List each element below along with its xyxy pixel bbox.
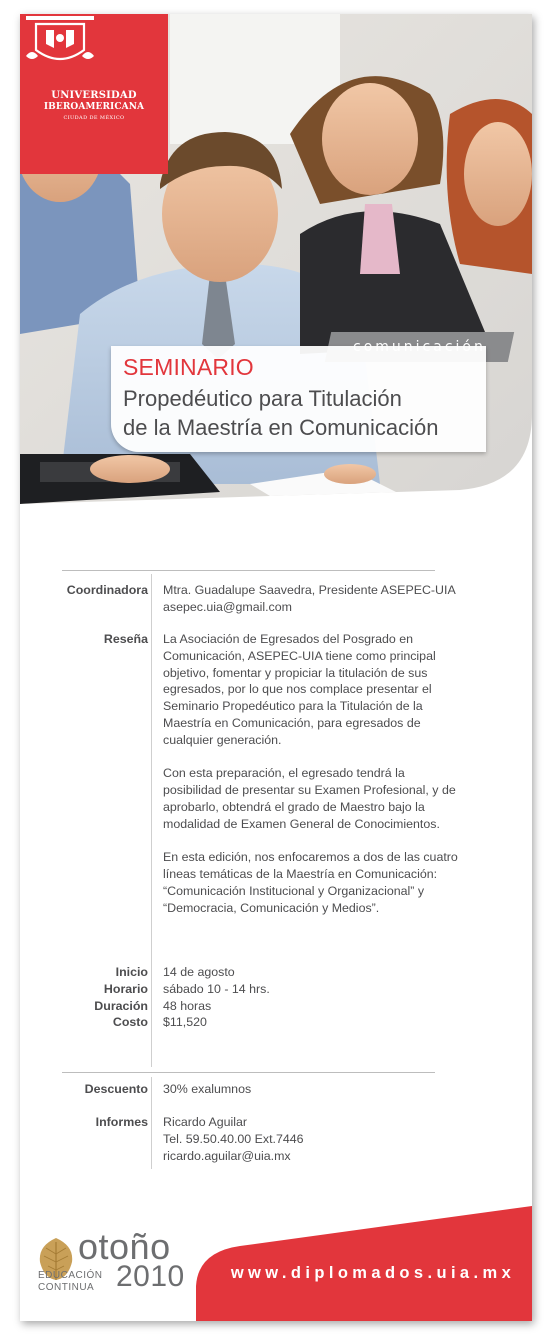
logo-line-2: IBEROAMERICANA — [43, 102, 145, 112]
informes-name: Ricardo Aguilar — [163, 1115, 248, 1129]
website-url: www.diplomados.uia.mx — [230, 1264, 516, 1282]
duracion-value: 48 horas — [163, 998, 212, 1013]
title-line-3: de la Maestría en Comunicación — [123, 415, 439, 440]
column-divider-bottom — [151, 1077, 152, 1169]
informes-phone: Tel. 59.50.40.00 Ext.7446 — [163, 1131, 304, 1146]
resena-paragraph-1: La Asociación de Egresados del Posgrado en Comunicación, ASEPEC-UIA tiene como principal objetivo, fomentar y propiciar la titulación de sus egresados, por lo que nos complace presentar el Seminario Propedéutico para la Titulación de la Maestría en Comunicación, para egresados de cualquier generación. — [163, 632, 436, 747]
inicio-label: Inicio — [115, 965, 148, 979]
resena-paragraph-2: Con esta preparación, el egresado tendrá la posibilidad de presentar su Examen Profesional, y de aprobarlo, obtendrá el grado de Maestro bajo la modalidad de Examen General de Conocimientos. — [163, 766, 456, 831]
logo-line-3: CIUDAD DE MÉXICO — [63, 115, 125, 121]
coordinadora-name: Mtra. Guadalupe Saavedra, Presidente ASEPEC-UIA — [163, 583, 456, 597]
costo-value: $11,520 — [163, 1015, 207, 1030]
inicio-value: 14 de agosto — [163, 965, 235, 979]
column-divider-top — [151, 574, 152, 1067]
title-box — [111, 346, 486, 452]
brand-continua: CONTINUA — [38, 1282, 95, 1293]
hero-photo — [20, 14, 532, 504]
logo-line-1: UNIVERSIDAD — [51, 90, 137, 101]
informes-value — [163, 1114, 463, 1164]
university-logo — [20, 14, 168, 174]
horario-label: Horario — [103, 981, 148, 996]
middle-divider — [62, 1072, 435, 1073]
coordinadora-label: Coordinadora — [66, 583, 148, 597]
resena-value — [163, 631, 463, 917]
duracion-label: Duración — [94, 998, 148, 1013]
title-line-2: Propedéutico para Titulación — [123, 386, 402, 411]
costo-label: Costo — [112, 1015, 148, 1030]
brand-educacion: EDUCACIÓN — [38, 1270, 103, 1281]
resena-label: Reseña — [103, 632, 148, 646]
brand-otono: otoño — [78, 1226, 171, 1267]
top-divider — [62, 570, 435, 571]
title-seminario: SEMINARIO — [123, 354, 254, 380]
descuento-label: Descuento — [84, 1082, 148, 1096]
resena-paragraph-3: En esta edición, nos enfocaremos a dos de las cuatro líneas temáticas de la Maestría en Comunicación: “Comunicación Institucional y Organizacional” y “Democracia, Comunicación y Medios”. — [163, 850, 458, 915]
brand-year: 2010 — [116, 1260, 185, 1293]
coordinadora-value — [163, 582, 463, 616]
brochure-page — [20, 14, 532, 1321]
horario-value: sábado 10 - 14 hrs. — [163, 981, 270, 996]
descuento-value: 30% exalumnos — [163, 1082, 252, 1096]
informes-label: Informes — [95, 1115, 148, 1129]
university-crest-icon — [20, 14, 100, 72]
informes-email: ricardo.aguilar@uia.mx — [163, 1148, 291, 1163]
coordinadora-email: asepec.uia@gmail.com — [163, 599, 292, 614]
